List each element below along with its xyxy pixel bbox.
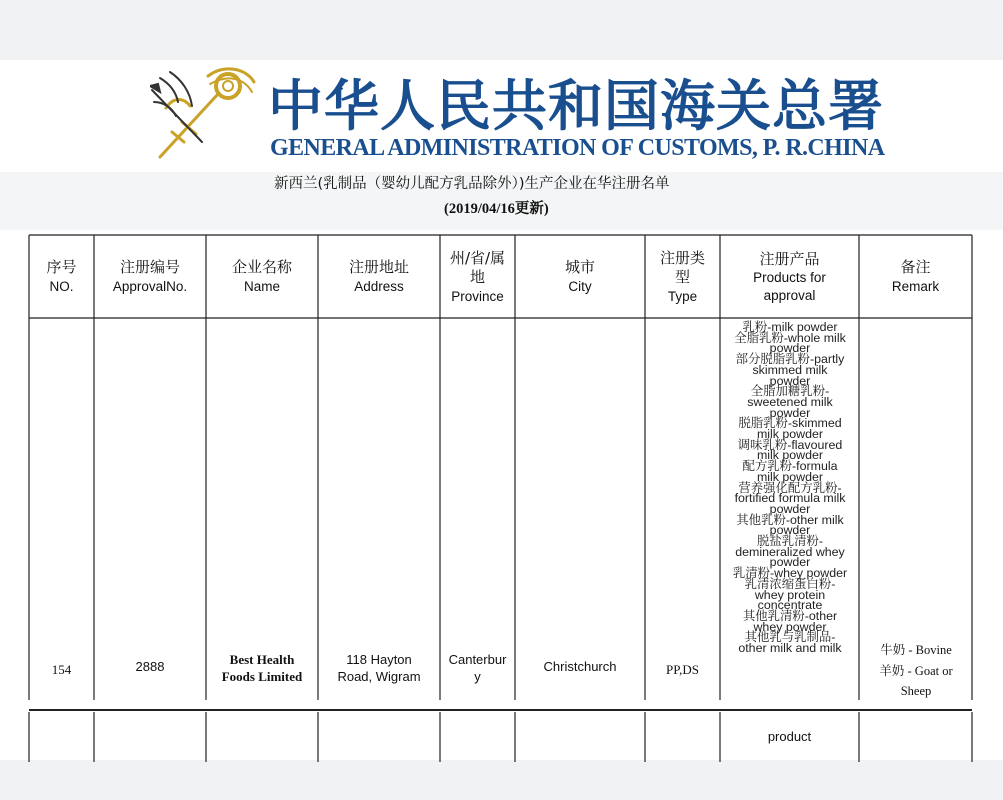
product-line: milk powder: [756, 469, 824, 484]
row-approval: 2888: [135, 658, 165, 674]
row-province: [440, 648, 515, 690]
header-province-cn-line2: 地: [469, 268, 485, 287]
header-type: [645, 236, 720, 318]
product-line: demineralized whey: [735, 544, 845, 559]
header-no-cn: 序号: [46, 258, 77, 277]
header-no: [29, 236, 94, 318]
product-line: 配方乳粉-formula: [742, 459, 838, 474]
product-line: 其他乳清粉-other: [742, 608, 838, 623]
agency-title-cn: 中华人民共和国海关总署: [268, 73, 885, 138]
header-remark: [859, 236, 972, 318]
row-name-line1: Best Health: [229, 652, 295, 668]
product-line: powder: [769, 373, 811, 388]
agency-title-en: GENERAL ADMINISTRATION OF CUSTOMS, P. R.CHINA: [270, 135, 885, 161]
row-products-list: [724, 322, 856, 654]
row-remark-line1: 牛奶 - Bovine: [880, 643, 952, 657]
product-line: 其他乳与乳制品-: [744, 630, 836, 645]
row-province-line1: Canterbur: [448, 652, 507, 668]
product-line: 乳清浓缩蛋白粉-: [744, 576, 836, 591]
background-band: [0, 0, 1003, 60]
header-city-cn: 城市: [564, 258, 595, 277]
header-address-en: Address: [354, 278, 404, 294]
product-line: powder: [769, 523, 811, 538]
product-line: 脱盐乳清粉-: [756, 534, 824, 549]
row-name-line2: Foods Limited: [221, 669, 303, 684]
row-address-line2: Road, Wigram: [337, 669, 421, 684]
header-city-en: City: [568, 278, 592, 294]
product-line: 全脂加糖乳粉-: [750, 384, 830, 399]
product-line: whey powder: [753, 619, 827, 634]
header-approval-en: ApprovalNo.: [112, 278, 188, 294]
product-line: powder: [769, 341, 811, 356]
header-province-en: Province: [451, 288, 504, 304]
row-remark-line2: 羊奶 - Goat or: [879, 663, 953, 678]
product-line: 乳粉-milk powder: [742, 320, 838, 334]
header-address: [318, 236, 440, 318]
header-products-en-line2: approval: [763, 287, 816, 303]
row-address-line1: 118 Hayton: [346, 652, 412, 668]
document-subtitle: 新西兰(乳制品（婴幼儿配方乳品除外）)生产企业在华注册名单: [274, 176, 670, 192]
product-line: powder: [769, 405, 811, 420]
product-line: 部分脱脂乳粉-partly: [735, 352, 845, 367]
header-province-cn-line1: 州/省/属: [449, 248, 506, 267]
header-remark-en: Remark: [891, 278, 940, 294]
header-remark-cn: 备注: [900, 258, 931, 277]
product-line: fortified formula milk: [734, 491, 846, 506]
product-line: 全脂乳粉-whole milk: [734, 330, 846, 345]
row-name: [206, 648, 318, 690]
header-type-cn-line2: 型: [674, 268, 690, 287]
product-line: powder: [769, 555, 811, 570]
header-province: [440, 236, 515, 318]
header-name: [206, 236, 318, 318]
header-products: [720, 236, 859, 318]
header-type-cn-line1: 注册类: [659, 248, 705, 267]
product-line: 营养强化配方乳粉-: [738, 480, 842, 495]
row-city: Christchurch: [543, 658, 617, 674]
header-name-en: Name: [243, 278, 280, 294]
row-address: [318, 648, 440, 690]
product-line: 脱脂乳粉-skimmed: [738, 416, 842, 431]
product-line: sweetened milk: [747, 394, 833, 409]
header-address-cn: 注册地址: [348, 258, 409, 277]
header-city: [515, 236, 645, 318]
product-line: other milk and milk: [738, 641, 842, 656]
row-province-line2: y: [474, 669, 481, 684]
product-line: whey protein: [754, 587, 826, 602]
header-approval: [94, 236, 206, 318]
product-line: milk powder: [756, 427, 824, 442]
header-products-cn: 注册产品: [759, 249, 820, 268]
product-line: 乳清粉-whey powder: [732, 566, 848, 581]
product-line: milk powder: [756, 448, 824, 463]
product-line: powder: [769, 501, 811, 516]
header-approval-cn: 注册编号: [119, 258, 180, 277]
product-line: skimmed milk: [752, 362, 828, 377]
customs-emblem-icon: [150, 62, 260, 162]
header-type-en: Type: [667, 288, 698, 304]
row-no: 154: [51, 661, 72, 677]
product-line: concentrate: [757, 598, 823, 613]
background-band: [0, 760, 1003, 800]
header-products-en-line1: Products for: [753, 270, 826, 286]
product-line: 调味乳粉-flavoured: [737, 437, 843, 452]
header-name-cn: 企业名称: [231, 258, 292, 277]
update-date: (2019/04/16更新): [444, 201, 549, 217]
header-no-en: NO.: [49, 278, 74, 294]
row-remark-line3: Sheep: [900, 684, 932, 698]
row-type: PP,DS: [666, 661, 699, 677]
row-remark: [862, 640, 970, 702]
product-line: 其他乳粉-other milk: [736, 512, 844, 527]
continued-products: product: [767, 728, 812, 744]
